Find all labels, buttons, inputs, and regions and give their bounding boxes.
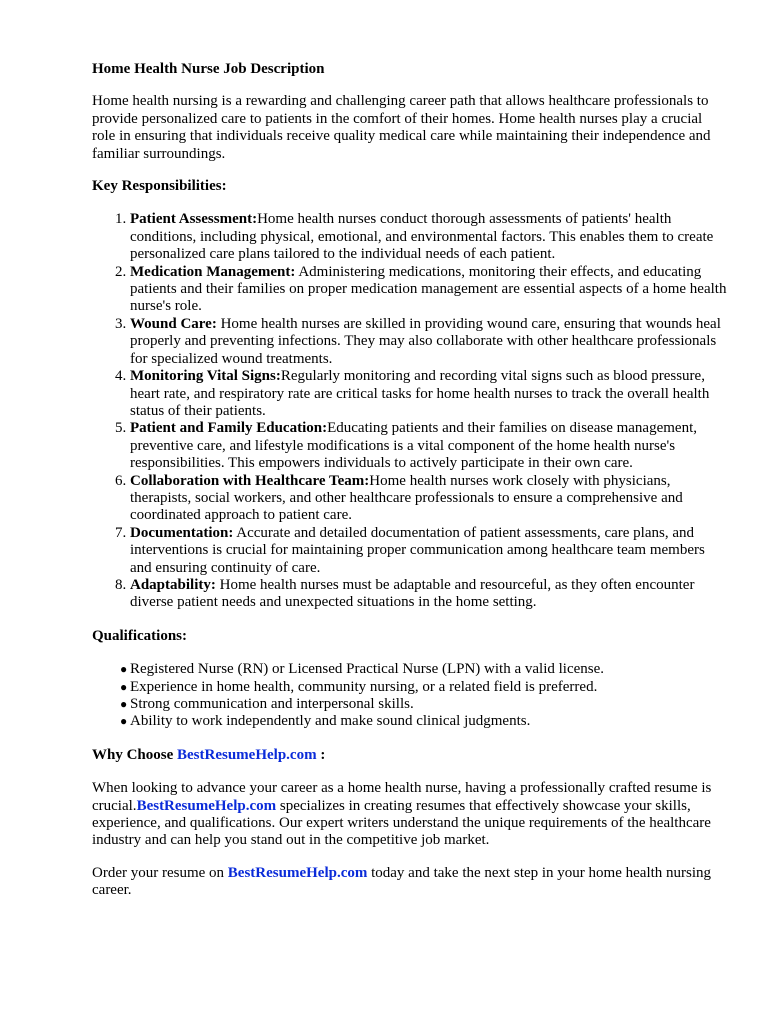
why-text-before: When looking to advance your career as a home health nurse, having a professionally crafted resume is crucial. xyxy=(92,780,712,814)
list-item xyxy=(130,264,728,316)
bullet-icon: ● xyxy=(120,697,128,711)
responsibility-text: Accurate and detailed documentation of patient assessments, care plans, and interventions is crucial for maintaining proper communication among healthcare team members and ensuring continuity of care. xyxy=(130,524,705,576)
responsibility-term: Collaboration with Healthcare Team: xyxy=(130,472,370,489)
qualification-text: Registered Nurse (RN) or Licensed Practical Nurse (LPN) with a valid license. xyxy=(130,661,605,678)
list-item xyxy=(120,661,728,678)
bestresumehelp-link[interactable]: BestResumeHelp.com xyxy=(227,864,368,881)
bullet-icon: ● xyxy=(120,662,128,677)
order-text-after: today and take the next step in your home health nursing career. xyxy=(92,864,712,899)
qualifications-list xyxy=(92,661,728,731)
bestresumehelp-link[interactable]: BestResumeHelp.com xyxy=(136,797,277,814)
order-paragraph xyxy=(92,865,728,900)
list-item xyxy=(120,696,728,713)
list-item xyxy=(130,420,728,472)
why-text-after: specializes in creating resumes that effectively showcase your skills, experience, and qualifications. Our expert writers understand the unique requirements of the healthcare industry and can help you stand out in the competitive job market. xyxy=(92,797,711,849)
bullet-icon: ● xyxy=(120,679,128,694)
responsibility-term: Patient and Family Education: xyxy=(130,420,328,437)
document-page xyxy=(92,61,728,915)
responsibility-term: Monitoring Vital Signs: xyxy=(130,368,281,385)
why-heading-suffix: : xyxy=(316,746,326,763)
list-item xyxy=(130,577,728,612)
why-heading-prefix: Why Choose xyxy=(92,746,178,763)
list-item xyxy=(120,678,728,696)
order-text-before: Order your resume on xyxy=(92,864,228,881)
responsibility-term: Medication Management: xyxy=(130,263,296,280)
bullet-icon: ● xyxy=(120,714,128,729)
list-item xyxy=(120,713,728,730)
page-title: Home Health Nurse Job Description xyxy=(92,61,325,77)
responsibility-text: Home health nurses conduct thorough assessments of patients' health conditions, including physical, emotional, and environmental factors. This enables them to create personalized care plans tailored to the individual needs of each patient. xyxy=(130,211,714,263)
responsibility-text: Administering medications, monitoring their effects, and educating patients and their families on proper medication management are essential aspects of a home health nurse's role. xyxy=(130,263,727,315)
why-paragraph xyxy=(92,780,728,850)
qualification-text: Experience in home health, community nursing, or a related field is preferred. xyxy=(130,678,598,695)
responsibility-text: Educating patients and their families on disease management, preventive care, and lifestyle modifications is a vital component of the home health nurse's responsibilities. This empowers individuals to actively participate in their own care. xyxy=(130,420,697,472)
list-item xyxy=(130,473,728,525)
qualifications-heading: Qualifications: xyxy=(92,627,188,644)
responsibility-term: Patient Assessment: xyxy=(130,211,258,228)
why-choose-heading xyxy=(92,747,728,764)
list-item xyxy=(130,525,728,577)
list-item xyxy=(130,211,728,263)
bestresumehelp-link[interactable]: BestResumeHelp.com xyxy=(177,746,317,763)
responsibility-text: Home health nurses must be adaptable and resourceful, as they often encounter diverse patient needs and unexpected situations in the home setting. xyxy=(130,576,695,611)
list-item xyxy=(130,316,728,368)
responsibility-term: Wound Care: xyxy=(130,315,217,332)
responsibilities-heading: Key Responsibilities: xyxy=(92,178,227,195)
responsibility-text: Home health nurses are skilled in providing wound care, ensuring that wounds heal properly and preventing infections. They may also collaborate with other healthcare professionals for specialized wound treatments. xyxy=(130,315,721,367)
list-item xyxy=(130,368,728,420)
qualification-text: Ability to work independently and make sound clinical judgments. xyxy=(130,713,531,730)
qualification-text: Strong communication and interpersonal skills. xyxy=(130,696,414,712)
responsibility-term: Documentation: xyxy=(130,524,234,541)
responsibility-text: Home health nurses work closely with physicians, therapists, social workers, and other healthcare professionals to ensure a comprehensive and coordinated approach to patient care. xyxy=(130,472,683,524)
responsibilities-list xyxy=(92,211,728,611)
responsibility-term: Adaptability: xyxy=(130,576,216,593)
responsibility-text: Regularly monitoring and recording vital signs such as blood pressure, heart rate, and respiratory rate are critical tasks for home health nurses to track the overall health status of their patients. xyxy=(130,368,710,419)
intro-paragraph: Home health nursing is a rewarding and challenging career path that allows healthcare professionals to provide personalized care to patients in the comfort of their homes. Home health nurses play a crucial role in ensuring that individuals receive quality medical care while maintaining their independence and familiar surroundings. xyxy=(92,93,711,162)
